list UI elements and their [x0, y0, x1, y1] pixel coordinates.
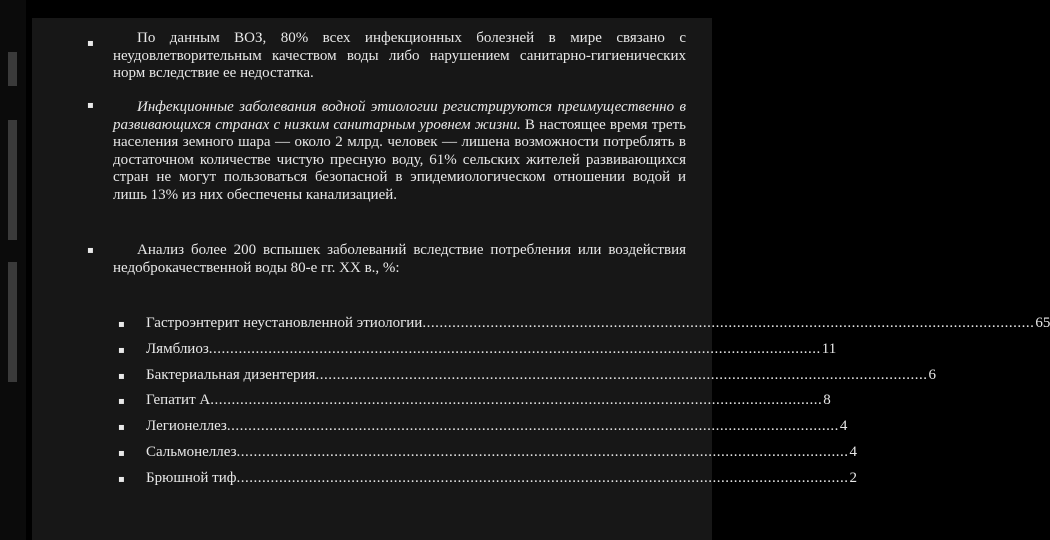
- list-item-label: Сальмонеллез: [146, 443, 237, 460]
- list-item-label: Гепатит А: [146, 392, 211, 409]
- list-item: [118, 414, 848, 440]
- bullet-icon: ▪: [87, 100, 94, 111]
- list-item: [118, 440, 858, 466]
- paragraph-lead-italic: Инфекционные заболевания водной этиологии регистрируются преимущественно в развивающихся странах с низким санитарным уровнем жизни.: [113, 99, 686, 133]
- dot-leader: ................................................................................................................................................: [226, 418, 839, 435]
- list-item: [118, 466, 857, 492]
- list-item-value: 4: [839, 418, 848, 435]
- list-item-value: 65: [1035, 315, 1050, 331]
- list-item-value: 6: [928, 366, 936, 383]
- bullet-icon: ▪: [87, 38, 94, 49]
- bullet-icon: ▪: [118, 319, 125, 330]
- bullet-icon: ▪: [118, 396, 125, 408]
- paragraph-outbreak-analysis: [113, 242, 686, 277]
- bullet-icon: ▪: [87, 245, 94, 256]
- dot-leader: ................................................................................................................................................: [236, 443, 849, 460]
- left-decorative-rail: [0, 0, 26, 540]
- list-item-label: Брюшной тиф: [146, 469, 237, 486]
- dot-leader: ................................................................................................................................................: [422, 315, 1035, 331]
- paragraph-text: Анализ более 200 вспышек заболеваний вследствие потребления или воздействия недоброкачественной воды 80-е гг. XX в., %:: [113, 242, 686, 276]
- dot-leader: ................................................................................................................................................: [236, 469, 849, 486]
- paragraph-waterborne-infections: [113, 99, 686, 205]
- paragraph-who-statistics: [113, 30, 686, 83]
- list-item-label: Лямблиоз: [146, 340, 209, 357]
- bullet-icon: ▪: [118, 344, 125, 356]
- list-item-label: Легионеллез: [146, 418, 227, 435]
- paragraph-text: В настоящее время треть населения земного шара — около 2 млрд. человек — лишена возможности потреблять в достаточном количестве чистую пресную воду, 61% сельских жителей развивающихся стран не могут пользоваться безопасной в эпидемиологическом отношении водой и лишь 13% из них обеспечены канализацией.: [113, 116, 686, 203]
- list-item-label: Бактериальная дизентерия: [146, 366, 316, 383]
- bullet-icon: ▪: [118, 473, 125, 485]
- dot-leader: ................................................................................................................................................: [210, 392, 823, 409]
- list-item: [118, 311, 1050, 337]
- list-item-value: 11: [821, 340, 837, 357]
- rail-mark: [8, 262, 17, 382]
- list-item-value: 4: [849, 443, 858, 460]
- list-item: [118, 363, 936, 389]
- paragraph-text: По данным ВОЗ, 80% всех инфекционных болезней в мире связано с неудовлетворительным качеством воды либо нарушением санитарно-гигиенических норм вследствие ее недостатка.: [113, 30, 686, 82]
- list-item: [118, 337, 837, 363]
- bullet-icon: ▪: [118, 422, 125, 434]
- list-item-value: 2: [849, 469, 857, 486]
- list-item-label: Гастроэнтерит неустановленной этиологии: [146, 315, 423, 331]
- rail-mark: [8, 120, 17, 240]
- bullet-icon: ▪: [118, 447, 125, 459]
- bullet-icon: ▪: [118, 370, 125, 382]
- list-item-value: 8: [823, 392, 831, 409]
- list-item: [118, 388, 831, 414]
- rail-mark: [8, 52, 17, 86]
- dot-leader: ................................................................................................................................................: [208, 340, 821, 357]
- disease-percentage-list: [118, 311, 1050, 492]
- dot-leader: ................................................................................................................................................: [315, 366, 928, 383]
